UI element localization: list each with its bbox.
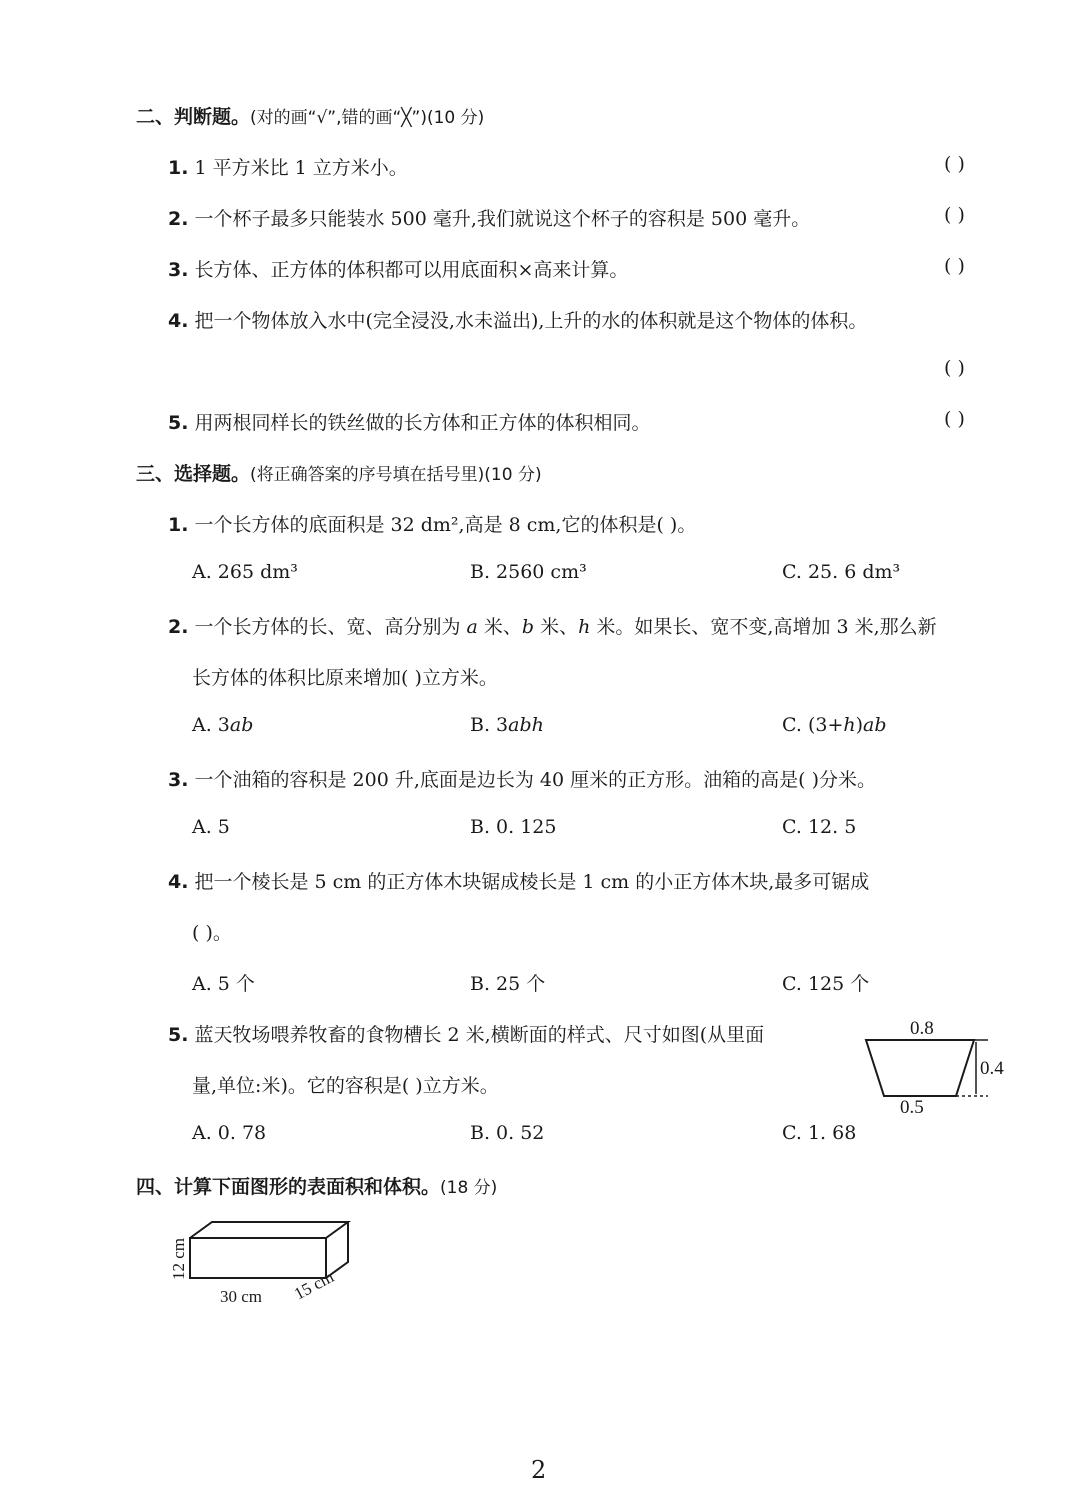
option-a[interactable]: A. 5 [192,816,230,838]
question-text: 米、 [477,616,522,638]
choice-question-3 [168,765,876,792]
option-c[interactable] [782,714,887,736]
variable-a: a [466,616,478,638]
option-label: C. (3+ [782,714,844,736]
option-label: ) [855,714,864,736]
answer-paren-5[interactable]: ( ) [944,408,965,430]
option-b[interactable]: B. 25 个 [470,973,546,995]
item-number: 4. [168,310,189,332]
section4-title-text: 四、计算下面图形的表面积和体积。 [136,1176,441,1198]
section3-title-text: 三、选择题。 [136,463,251,485]
section4-title [136,1172,497,1199]
question-number: 1. [168,514,189,536]
option-label: B. 3 [470,714,509,736]
question-text: 一个长方体的长、宽、高分别为 [194,616,467,638]
choice-question-5 [168,1020,764,1047]
answer-paren-2[interactable]: ( ) [944,204,965,226]
length-label: 30 cm [220,1287,263,1306]
question-text: 米。如果长、宽不变,高增加 3 米,那么新 [590,616,937,638]
choice-question-2-line2: 长方体的体积比原来增加( )立方米。 [192,667,498,689]
question-number: 3. [168,769,189,791]
option-c[interactable]: C. 1. 68 [782,1122,857,1144]
judge-item-1 [168,153,408,180]
item-text: 1 平方米比 1 立方米小。 [194,157,408,179]
option-a[interactable] [192,714,253,736]
question-text: 一个长方体的底面积是 32 dm²,高是 8 cm,它的体积是( )。 [194,514,697,536]
choice-question-4-line2: ( )。 [192,922,232,944]
question-text: 一个油箱的容积是 200 升,底面是边长为 40 厘米的正方形。油箱的高是( )分米。 [194,769,877,791]
option-b[interactable]: B. 0. 52 [470,1122,545,1144]
option-b[interactable]: B. 0. 125 [470,816,557,838]
option-b[interactable]: B. 2560 cm³ [470,561,587,583]
option-variable: abh [508,714,544,736]
answer-paren-4[interactable]: ( ) [944,357,965,379]
question-number: 4. [168,871,189,893]
question-text: 米、 [534,616,579,638]
trough-cross-section-figure [858,1012,1048,1118]
section3-title [136,459,542,486]
trapezoid-shape [866,1040,974,1096]
item-text: 一个杯子最多只能装水 500 毫升,我们就说这个杯子的容积是 500 毫升。 [194,208,811,230]
variable-b: b [521,616,535,638]
page-number: 2 [531,1456,547,1484]
cuboid-front-face [190,1238,326,1278]
section2-note: (对的画“√”,错的画“╳”)(10 分) [250,108,485,128]
choice-question-5-line2: 量,单位:米)。它的容积是( )立方米。 [192,1075,499,1097]
judge-item-5 [168,408,651,435]
option-a[interactable]: A. 0. 78 [192,1122,267,1144]
judge-item-3 [168,255,628,282]
option-variable: ab [863,714,887,736]
bottom-width-label: 0.5 [900,1097,924,1118]
choice-question-2 [168,612,937,639]
item-number: 3. [168,259,189,281]
question-text: 把一个棱长是 5 cm 的正方体木块锯成棱长是 1 cm 的小正方体木块,最多可锯成 [194,871,870,893]
answer-paren-1[interactable]: ( ) [944,153,965,175]
item-text: 把一个物体放入水中(完全浸没,水未溢出),上升的水的体积就是这个物体的体积。 [194,310,868,332]
item-number: 5. [168,412,189,434]
height-label: 12 cm [169,1237,188,1280]
item-number: 2. [168,208,189,230]
question-text: 蓝天牧场喂养牧畜的食物槽长 2 米,横断面的样式、尺寸如图(从里面 [194,1024,765,1046]
option-a[interactable]: A. 5 个 [192,973,255,995]
option-c[interactable]: C. 125 个 [782,973,870,995]
section2-title-text: 二、判断题。 [136,106,251,128]
cuboid-figure [160,1212,370,1308]
option-variable: h [843,714,856,736]
option-variable: ab [229,714,254,736]
question-number: 5. [168,1024,189,1046]
option-c[interactable]: C. 25. 6 dm³ [782,561,901,583]
option-label: A. 3 [192,714,230,736]
item-number: 1. [168,157,189,179]
cuboid-top-face [190,1222,348,1238]
judge-item-4 [168,306,867,333]
question-number: 2. [168,616,189,638]
section2-title [136,102,484,129]
choice-question-1 [168,510,696,537]
item-text: 长方体、正方体的体积都可以用底面积×高来计算。 [194,259,629,281]
item-text: 用两根同样长的铁丝做的长方体和正方体的体积相同。 [194,412,651,434]
variable-h: h [578,616,591,638]
judge-item-2 [168,204,810,231]
section3-note: (将正确答案的序号填在括号里)(10 分) [250,465,542,485]
height-label: 0.4 [980,1058,1004,1079]
section4-note: (18 分) [440,1178,498,1198]
answer-paren-3[interactable]: ( ) [944,255,965,277]
option-a[interactable]: A. 265 dm³ [192,561,298,583]
top-width-label: 0.8 [910,1018,934,1039]
option-c[interactable]: C. 12. 5 [782,816,857,838]
width-label: 15 cm [290,1267,337,1304]
choice-question-4 [168,867,869,894]
option-b[interactable] [470,714,544,736]
